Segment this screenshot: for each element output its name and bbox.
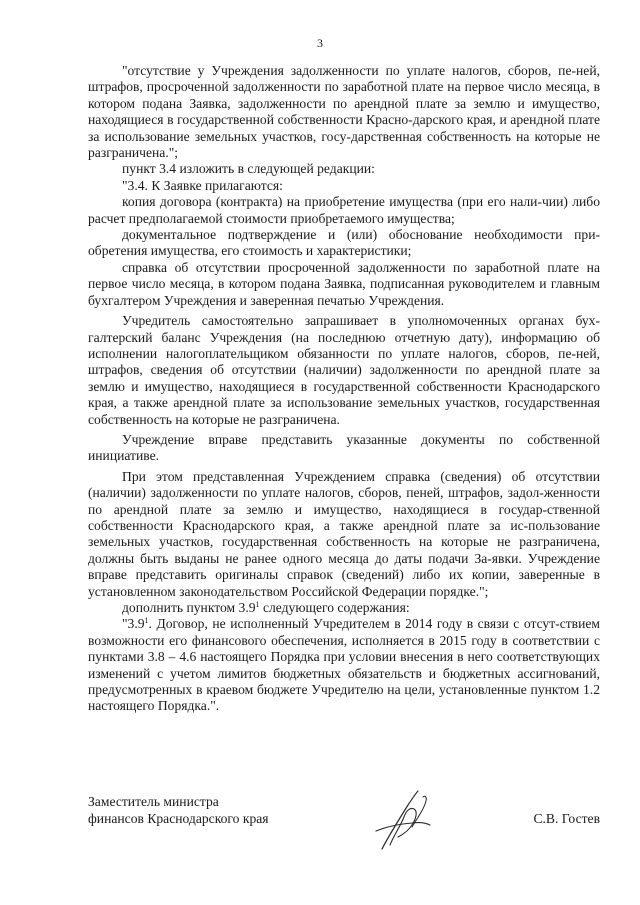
paragraph-text: "3.9 [122,616,145,632]
paragraph: Учреждение вправе представить указанные документы по собственной инициативе. [88,431,600,464]
signatory-title-line: Заместитель министра [88,794,219,809]
paragraph-text: . Договор, не исполненный Учредителем в 2014 году в связи с отсут-ствием возможности его финансового обеспечения, исполняется в 2015 году в соответствии с пунктами 3.8 – 4.6 настоящего Порядка при условии внесения в него соответствующих изменений с учетом лимитов бюджетных обязательств и бюджетных ассигнований, предусмотренных в краевом бюджете Учредителю на цели, установленные пунктом 1.2 настоящего Порядка.". [88,616,600,714]
paragraph-text: дополнить пунктом 3.9 [122,600,256,615]
superscript: 1 [144,616,149,626]
superscript: 1 [255,600,260,609]
paragraph: пункт 3.4 изложить в следующей редакции: [122,161,375,177]
paragraph: "отсутствие у Учреждения задолженности по уплате налогов, сборов, пе-ней, штрафов, просроченной задолженности по заработной плате на первое число месяца, в котором подана Заявка, задолженности по арендной плате за землю и имущество, находящиеся в государственной собственности Красно-дарского края, и арендной плате за использование земельных участков, госу-дарственная собственность на которые не разграничена."; [88,63,600,161]
paragraph: При этом представленная Учреждением справка (сведения) об отсутствии (наличии) задолженности по уплате налогов, сборов, пеней, штрафов, задол-женности по арендной плате за землю и имущество, находящиеся в государ-ственной собственности Краснодарского края, а также арендной плате за ис-пользование земельных участков, государственная собственность на которые не разграничена, должны быть выданы не ранее одного месяца до даты подачи За-явки. Учреждение вправе представить оригиналы справок (сведений) либо их копии, заверенные в установленном законодательством Российской Федерации порядке."; [88,468,600,599]
paragraph: Учредитель самостоятельно запрашивает в уполномоченных органах бух-галтерский баланс Учреждения (на последнюю отчетную дату), информацию об исполнении налогоплательщиком обязанности по уплате налогов, сборов, пе-ней, штрафов, сведения об отсутствии (наличии) задолженности по арендной плате за землю и имущество, находящиеся в государственной собственности Краснодарского края, а также арендной плате за использование земельных участков, государственная собственность на которые не разграничена. [88,313,600,427]
signatory-title [88,793,269,827]
signatory-name: С.В. Гостев [533,811,600,826]
paragraph [88,600,600,616]
signature-block [88,793,600,853]
paragraph: "3.4. К Заявке прилагаются: [122,177,283,193]
signatory-title-line: финансов Краснодарского края [88,811,269,826]
paragraph: копия договора (контракта) на приобретение имущества (при его нали-чии) либо расчет предполагаемой стоимости приобретаемого имущества; [88,194,600,226]
paragraph: справка об отсутствии просроченной задолженности по заработной плате на первое число месяца, в котором подана Заявка, подписанная руководителем и главным бухгалтером Учреждения и заверенная печатью Учреждения. [88,259,600,308]
page-number: 3 [317,36,323,50]
document-body [88,63,600,715]
paragraph [88,616,600,714]
handwritten-signature-icon [368,787,438,853]
paragraph-text: следующего содержания: [259,600,410,615]
paragraph: документальное подтверждение и (или) обоснование необходимости при-обретения имущества, его стоимость и характеристики; [88,227,600,259]
